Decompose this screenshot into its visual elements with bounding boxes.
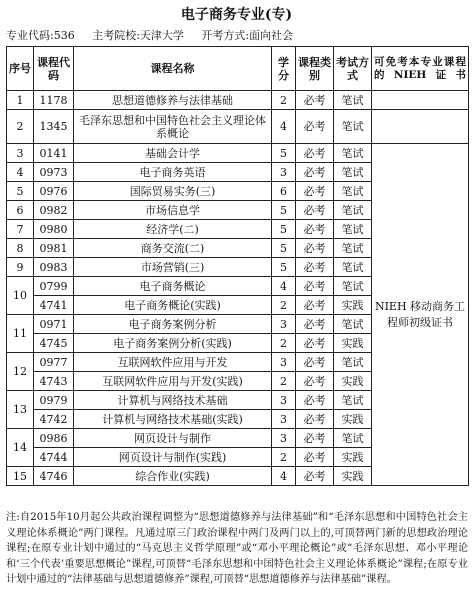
cell-nieh-empty: [372, 110, 469, 144]
cell-type: 必考: [296, 315, 334, 334]
cell-name: 国际贸易实务(三): [74, 182, 272, 201]
program-meta: [6, 27, 307, 43]
cell-credit: 5: [272, 144, 296, 163]
cell-name: 电子商务概论(实践): [74, 296, 272, 315]
cell-name: 市场信息学: [74, 201, 272, 220]
header-nieh: 可免考本专业课程的NIEH证书: [372, 47, 469, 91]
cell-code: 1345: [34, 110, 74, 144]
cell-type: 必考: [296, 144, 334, 163]
cell-seq: 14: [7, 429, 34, 467]
cell-type: 必考: [296, 201, 334, 220]
cell-seq: 2: [7, 110, 34, 144]
header-exam: 考试方式: [334, 47, 372, 91]
cell-exam: 笔试: [334, 277, 372, 296]
footnote: 注:自2015年10月起公共政治课程调整为“思想道德修养与法律基础”和“毛泽东思想和中国特色社会主义理论体系概论”两门课程。凡通过原三门政治课程中两门及两门以上的,可顶替两门新的思想政治理论课程;在原专业计划中通过的“马克思主义哲学原理”或“邓小平理论概论”或“毛泽东思想、邓小平理论和‘三个代表’重要思想概论”课程,可顶替“毛泽东思想和中国特色社会主义理论体系概论”课程;在原专业计划中通过的“法律基础与思想道德修养”课程,可顶替“思想道德修养与法律基础”课程。: [6, 512, 468, 585]
cell-type: 必考: [296, 410, 334, 429]
cell-name: 市场营销(三): [74, 258, 272, 277]
cell-type: 必考: [296, 353, 334, 372]
cell-exam: 笔试: [334, 91, 372, 110]
cell-exam: 实践: [334, 372, 372, 391]
cell-name: 计算机与网络技术基础: [74, 391, 272, 410]
cell-seq: 12: [7, 353, 34, 391]
cell-credit: 5: [272, 258, 296, 277]
cell-code: 0977: [34, 353, 74, 372]
cell-type: 必考: [296, 258, 334, 277]
cell-seq: 7: [7, 220, 34, 239]
cell-credit: 5: [272, 201, 296, 220]
cell-exam: 笔试: [334, 182, 372, 201]
cell-name: 基础会计学: [74, 144, 272, 163]
cell-type: 必考: [296, 372, 334, 391]
cell-code: 0976: [34, 182, 74, 201]
cell-type: 必考: [296, 163, 334, 182]
cell-seq: 13: [7, 391, 34, 429]
cell-seq: 1: [7, 91, 34, 110]
cell-code: 0973: [34, 163, 74, 182]
cell-credit: 4: [272, 110, 296, 144]
cell-type: 必考: [296, 448, 334, 467]
course-table: [6, 46, 469, 486]
cell-code: 0979: [34, 391, 74, 410]
cell-exam: 实践: [334, 448, 372, 467]
cell-code: 4741: [34, 296, 74, 315]
cell-type: 必考: [296, 91, 334, 110]
cell-type: 必考: [296, 239, 334, 258]
cell-code: 4745: [34, 334, 74, 353]
cell-type: 必考: [296, 334, 334, 353]
header-name: 课程名称: [74, 47, 272, 91]
table-row: [7, 144, 469, 163]
cell-code: 0141: [34, 144, 74, 163]
cell-code: 0986: [34, 429, 74, 448]
cell-name: 网页设计与制作: [74, 429, 272, 448]
exam-school: 主考院校:天津大学: [92, 29, 184, 42]
cell-type: 必考: [296, 296, 334, 315]
table-body: [7, 91, 469, 486]
cell-name: 综合作业(实践): [74, 467, 272, 486]
cell-exam: 笔试: [334, 110, 372, 144]
cell-nieh-empty: [372, 91, 469, 110]
header-credit: 学分: [272, 47, 296, 91]
cell-credit: 5: [272, 239, 296, 258]
table-header-row: [7, 47, 469, 91]
cell-credit: 2: [272, 334, 296, 353]
cell-code: 0982: [34, 201, 74, 220]
cell-code: 4744: [34, 448, 74, 467]
cell-seq: 3: [7, 144, 34, 163]
cell-type: 必考: [296, 182, 334, 201]
cell-exam: 实践: [334, 296, 372, 315]
cell-exam: 笔试: [334, 391, 372, 410]
cell-exam: 笔试: [334, 144, 372, 163]
page-title: 电子商务专业(专): [180, 7, 293, 23]
cell-credit: 3: [272, 429, 296, 448]
cell-credit: 6: [272, 182, 296, 201]
cell-credit: 3: [272, 163, 296, 182]
cell-exam: 实践: [334, 410, 372, 429]
cell-credit: 4: [272, 467, 296, 486]
cell-code: 1178: [34, 91, 74, 110]
cell-name: 电子商务案例分析: [74, 315, 272, 334]
cell-type: 必考: [296, 467, 334, 486]
cell-name: 互联网软件应用与开发: [74, 353, 272, 372]
cell-type: 必考: [296, 391, 334, 410]
cell-credit: 2: [272, 372, 296, 391]
cell-name: 经济学(二): [74, 220, 272, 239]
cell-name: 计算机与网络技术基础(实践): [74, 410, 272, 429]
cell-name: 电子商务概论: [74, 277, 272, 296]
cell-type: 必考: [296, 429, 334, 448]
cell-exam: 笔试: [334, 258, 372, 277]
cell-seq: 11: [7, 315, 34, 353]
cell-credit: 3: [272, 315, 296, 334]
cell-credit: 3: [272, 410, 296, 429]
cell-name: 互联网软件应用与开发(实践): [74, 372, 272, 391]
header-seq: 序号: [7, 47, 34, 91]
cell-name: 电子商务案例分析(实践): [74, 334, 272, 353]
cell-exam: 笔试: [334, 163, 372, 182]
cell-name: 毛泽东思想和中国特色社会主义理论体系概论: [74, 110, 272, 144]
cell-seq: 10: [7, 277, 34, 315]
cell-credit: 3: [272, 353, 296, 372]
cell-credit: 3: [272, 391, 296, 410]
cell-nieh-certificate: NIEH 移动商务工程师初级证书: [372, 144, 469, 486]
cell-code: 0971: [34, 315, 74, 334]
cell-exam: 笔试: [334, 315, 372, 334]
cell-type: 必考: [296, 277, 334, 296]
cell-seq: 4: [7, 163, 34, 182]
table-row: [7, 110, 469, 144]
cell-exam: 笔试: [334, 201, 372, 220]
header-type: 课程类别: [296, 47, 334, 91]
cell-exam: 笔试: [334, 429, 372, 448]
cell-seq: 6: [7, 201, 34, 220]
cell-name: 网页设计与制作(实践): [74, 448, 272, 467]
cell-credit: 5: [272, 220, 296, 239]
cell-name: 思想道德修养与法律基础: [74, 91, 272, 110]
cell-code: 0983: [34, 258, 74, 277]
cell-exam: 笔试: [334, 239, 372, 258]
cell-seq: 8: [7, 239, 34, 258]
cell-credit: 2: [272, 91, 296, 110]
cell-code: 0981: [34, 239, 74, 258]
cell-code: 4743: [34, 372, 74, 391]
cell-credit: 2: [272, 448, 296, 467]
cell-code: 0799: [34, 277, 74, 296]
program-code: 专业代码:536: [6, 29, 75, 42]
cell-name: 商务交流(二): [74, 239, 272, 258]
cell-seq: 9: [7, 258, 34, 277]
cell-code: 4746: [34, 467, 74, 486]
cell-exam: 笔试: [334, 353, 372, 372]
cell-code: 4742: [34, 410, 74, 429]
exam-mode: 开考方式:面向社会: [201, 29, 294, 42]
cell-credit: 2: [272, 296, 296, 315]
cell-name: 电子商务英语: [74, 163, 272, 182]
header-code: 课程代码: [34, 47, 74, 91]
cell-credit: 4: [272, 277, 296, 296]
cell-seq: 15: [7, 467, 34, 486]
cell-type: 必考: [296, 110, 334, 144]
cell-exam: 笔试: [334, 220, 372, 239]
cell-exam: 实践: [334, 467, 372, 486]
table-row: [7, 91, 469, 110]
cell-exam: 实践: [334, 334, 372, 353]
cell-seq: 5: [7, 182, 34, 201]
cell-type: 必考: [296, 220, 334, 239]
cell-code: 0980: [34, 220, 74, 239]
